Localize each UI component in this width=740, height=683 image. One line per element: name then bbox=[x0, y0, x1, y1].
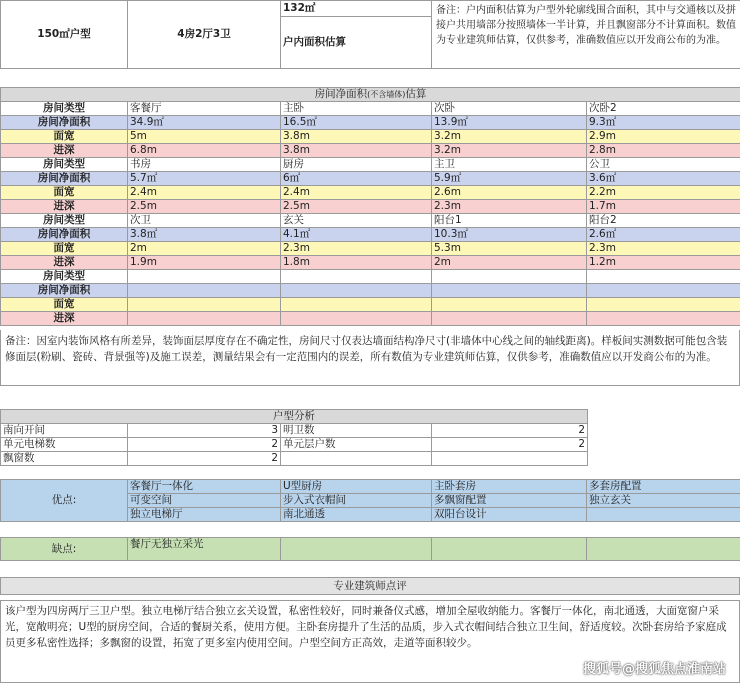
pros-table bbox=[0, 479, 740, 522]
net-area-cell bbox=[587, 270, 740, 284]
analysis-row bbox=[1, 452, 588, 466]
net-area-cell: 2.5m bbox=[128, 200, 281, 214]
net-area-cell: 次卫 bbox=[128, 214, 281, 228]
net-area-cell bbox=[587, 298, 740, 312]
total-area: 132㎡ bbox=[281, 1, 432, 17]
net-area-cell: 玄关 bbox=[281, 214, 432, 228]
layout-size: 150㎡户型 bbox=[1, 1, 128, 69]
review-text: 该户型为四房两厅三卫户型。独立电梯厅结合独立玄关设置，私密性较好，同时兼备仪式感，增加全屋收纳能力。客餐厅一体化，南北通透，大面宽窗户采光，宽敞明亮；U型的厨房空间，合适的餐厨关系，使用方便。主卧套房提升了生活的品质，步入式衣帽间结合独立卫生间，舒适度较。次卧套房给予家庭成员更多私密性选择；多飘窗的设置，拓宽了更多室内使用空间。户型空间方正高效，走道等面积较少。 bbox=[0, 600, 740, 683]
row-label: 进深 bbox=[1, 144, 128, 158]
net-area-cell: 2.4m bbox=[281, 186, 432, 200]
net-area-cell: 2.8m bbox=[587, 144, 740, 158]
row-label: 房间净面积 bbox=[1, 116, 128, 130]
net-area-cell: 3.6㎡ bbox=[587, 172, 740, 186]
net-area-cell: 16.5㎡ bbox=[281, 116, 432, 130]
net-area-cell bbox=[432, 284, 587, 298]
analysis-cell: 单元电梯数 bbox=[1, 438, 128, 452]
pros-item: 多飘窗配置 bbox=[432, 494, 587, 508]
net-area-cell: 3.8㎡ bbox=[128, 228, 281, 242]
net-area-row bbox=[1, 172, 740, 186]
net-area-cell: 2m bbox=[432, 256, 587, 270]
net-area-row bbox=[1, 186, 740, 200]
net-area-cell: 3.8m bbox=[281, 144, 432, 158]
row-label: 面宽 bbox=[1, 298, 128, 312]
net-area-cell bbox=[587, 284, 740, 298]
net-area-row bbox=[1, 214, 740, 228]
analysis-cell: 2 bbox=[432, 424, 588, 438]
review-title: 专业建筑师点评 bbox=[0, 577, 740, 595]
net-area-cell: 2m bbox=[128, 242, 281, 256]
row-label: 房间类型 bbox=[1, 102, 128, 116]
pros-item: 独立电梯厅 bbox=[128, 508, 281, 522]
net-area-cell bbox=[432, 298, 587, 312]
net-area-cell: 3.2m bbox=[432, 130, 587, 144]
net-area-cell bbox=[128, 298, 281, 312]
net-area-cell: 2.6m bbox=[432, 186, 587, 200]
pros-item: 可变空间 bbox=[128, 494, 281, 508]
net-area-row bbox=[1, 144, 740, 158]
net-area-cell: 阳台1 bbox=[432, 214, 587, 228]
net-area-cell: 2.2m bbox=[587, 186, 740, 200]
net-area-cell: 3.2m bbox=[432, 144, 587, 158]
net-area-row bbox=[1, 116, 740, 130]
net-area-cell: 2.9m bbox=[587, 130, 740, 144]
net-area-cell bbox=[128, 270, 281, 284]
row-label: 进深 bbox=[1, 200, 128, 214]
net-area-cell: 6㎡ bbox=[281, 172, 432, 186]
net-area-row bbox=[1, 242, 740, 256]
net-area-cell bbox=[281, 298, 432, 312]
net-area-cell bbox=[281, 284, 432, 298]
pros-item: 步入式衣帽间 bbox=[281, 494, 432, 508]
row-label: 面宽 bbox=[1, 186, 128, 200]
row-label: 房间净面积 bbox=[1, 172, 128, 186]
analysis-cell bbox=[281, 452, 432, 466]
net-area-cell: 13.9㎡ bbox=[432, 116, 587, 130]
pros-row bbox=[1, 480, 740, 494]
pros-item: U型厨房 bbox=[281, 480, 432, 494]
analysis-row bbox=[1, 438, 588, 452]
net-area-cell: 2.5m bbox=[281, 200, 432, 214]
net-area-table bbox=[0, 87, 740, 326]
net-area-cell: 5m bbox=[128, 130, 281, 144]
net-area-cell: 次卧 bbox=[432, 102, 587, 116]
row-label: 面宽 bbox=[1, 242, 128, 256]
row-label: 进深 bbox=[1, 312, 128, 326]
analysis-row bbox=[1, 424, 588, 438]
row-label: 房间净面积 bbox=[1, 284, 128, 298]
net-area-row bbox=[1, 130, 740, 144]
net-area-cell: 5.9㎡ bbox=[432, 172, 587, 186]
net-area-cell: 2.3m bbox=[281, 242, 432, 256]
analysis-cell: 2 bbox=[128, 452, 281, 466]
row-label: 进深 bbox=[1, 256, 128, 270]
row-label: 房间类型 bbox=[1, 214, 128, 228]
net-area-note: 备注：因室内装饰风格有所差异，装饰面层厚度存在不确定性，房间尺寸仅表达墙面结构净尺寸(非墙体中心线之间的轴线距离)。样板间实测数据可能包含装修面层(粉刷、瓷砖、背景强等)及施工误差，测量结果会有一定范围内的误差，所有数值为专业建筑师估算，仅供参考，准确数值应以开发商公布的为准。 bbox=[0, 330, 740, 386]
area-label: 户内面积估算 bbox=[281, 17, 432, 69]
net-area-title: 房间净面积(不含墙体)估算 bbox=[1, 88, 740, 102]
net-area-cell: 2.3m bbox=[432, 200, 587, 214]
row-label: 房间类型 bbox=[1, 158, 128, 172]
analysis-cell bbox=[432, 452, 588, 466]
net-area-row bbox=[1, 284, 740, 298]
top-info-table bbox=[0, 0, 740, 69]
pros-label: 优点: bbox=[1, 480, 128, 522]
net-area-cell bbox=[281, 270, 432, 284]
net-area-cell: 10.3㎡ bbox=[432, 228, 587, 242]
analysis-cell: 飘窗数 bbox=[1, 452, 128, 466]
net-area-row bbox=[1, 228, 740, 242]
analysis-title: 户型分析 bbox=[1, 410, 588, 424]
pros-item: 多套房配置 bbox=[587, 480, 740, 494]
net-area-cell: 主卧 bbox=[281, 102, 432, 116]
net-area-cell: 2.4m bbox=[128, 186, 281, 200]
cons-item bbox=[432, 538, 587, 561]
cons-item: 餐厅无独立采光 bbox=[128, 538, 281, 561]
net-area-row bbox=[1, 256, 740, 270]
pros-item: 独立玄关 bbox=[587, 494, 740, 508]
net-area-row bbox=[1, 102, 740, 116]
net-area-cell: 2.3m bbox=[587, 242, 740, 256]
analysis-cell: 2 bbox=[432, 438, 588, 452]
net-area-cell: 2.6㎡ bbox=[587, 228, 740, 242]
net-area-cell bbox=[432, 270, 587, 284]
net-area-cell: 厨房 bbox=[281, 158, 432, 172]
net-area-row bbox=[1, 312, 740, 326]
net-area-cell bbox=[587, 312, 740, 326]
net-area-cell: 9.3㎡ bbox=[587, 116, 740, 130]
net-area-cell: 主卫 bbox=[432, 158, 587, 172]
net-area-cell: 公卫 bbox=[587, 158, 740, 172]
pros-item bbox=[587, 508, 740, 522]
analysis-cell: 2 bbox=[128, 438, 281, 452]
net-area-cell: 5.7㎡ bbox=[128, 172, 281, 186]
net-area-cell: 书房 bbox=[128, 158, 281, 172]
net-area-row bbox=[1, 200, 740, 214]
net-area-row bbox=[1, 270, 740, 284]
cons-row bbox=[1, 538, 740, 561]
net-area-cell: 次卧2 bbox=[587, 102, 740, 116]
net-area-cell: 1.8m bbox=[281, 256, 432, 270]
room-count: 4房2厅3卫 bbox=[128, 1, 281, 69]
net-area-cell: 1.9m bbox=[128, 256, 281, 270]
pros-item: 双阳台设计 bbox=[432, 508, 587, 522]
net-area-cell: 34.9㎡ bbox=[128, 116, 281, 130]
cons-item bbox=[587, 538, 740, 561]
analysis-table bbox=[0, 409, 588, 466]
net-area-cell bbox=[128, 312, 281, 326]
net-area-cell: 1.2m bbox=[587, 256, 740, 270]
net-area-row bbox=[1, 158, 740, 172]
analysis-cell: 明卫数 bbox=[281, 424, 432, 438]
net-area-cell: 4.1㎡ bbox=[281, 228, 432, 242]
row-label: 面宽 bbox=[1, 130, 128, 144]
pros-item: 客餐厅一体化 bbox=[128, 480, 281, 494]
watermark: 搜狐号@搜狐焦点淮南站 bbox=[582, 662, 726, 677]
net-area-cell bbox=[432, 312, 587, 326]
row-label: 房间类型 bbox=[1, 270, 128, 284]
net-area-cell: 5.3m bbox=[432, 242, 587, 256]
net-area-cell: 阳台2 bbox=[587, 214, 740, 228]
pros-item: 南北通透 bbox=[281, 508, 432, 522]
area-note: 备注：户内面积估算为户型外轮廓线围合面积，其中与交通核以及拼接户共用墙部分按照墙体一半计算，并且飘窗部分不计算面积。数值为专业建筑师估算，仅供参考，准确数值应以开发商公布的为准。 bbox=[432, 1, 740, 69]
pros-item: 主卧套房 bbox=[432, 480, 587, 494]
net-area-cell: 6.8m bbox=[128, 144, 281, 158]
cons-table bbox=[0, 537, 740, 561]
row-label: 房间净面积 bbox=[1, 228, 128, 242]
cons-label: 缺点: bbox=[1, 538, 128, 561]
cons-item bbox=[281, 538, 432, 561]
net-area-cell: 客餐厅 bbox=[128, 102, 281, 116]
net-area-cell bbox=[281, 312, 432, 326]
analysis-cell: 单元层户数 bbox=[281, 438, 432, 452]
analysis-cell: 3 bbox=[128, 424, 281, 438]
net-area-cell: 1.7m bbox=[587, 200, 740, 214]
net-area-cell bbox=[128, 284, 281, 298]
net-area-cell: 3.8m bbox=[281, 130, 432, 144]
analysis-cell: 南向开间 bbox=[1, 424, 128, 438]
net-area-row bbox=[1, 298, 740, 312]
